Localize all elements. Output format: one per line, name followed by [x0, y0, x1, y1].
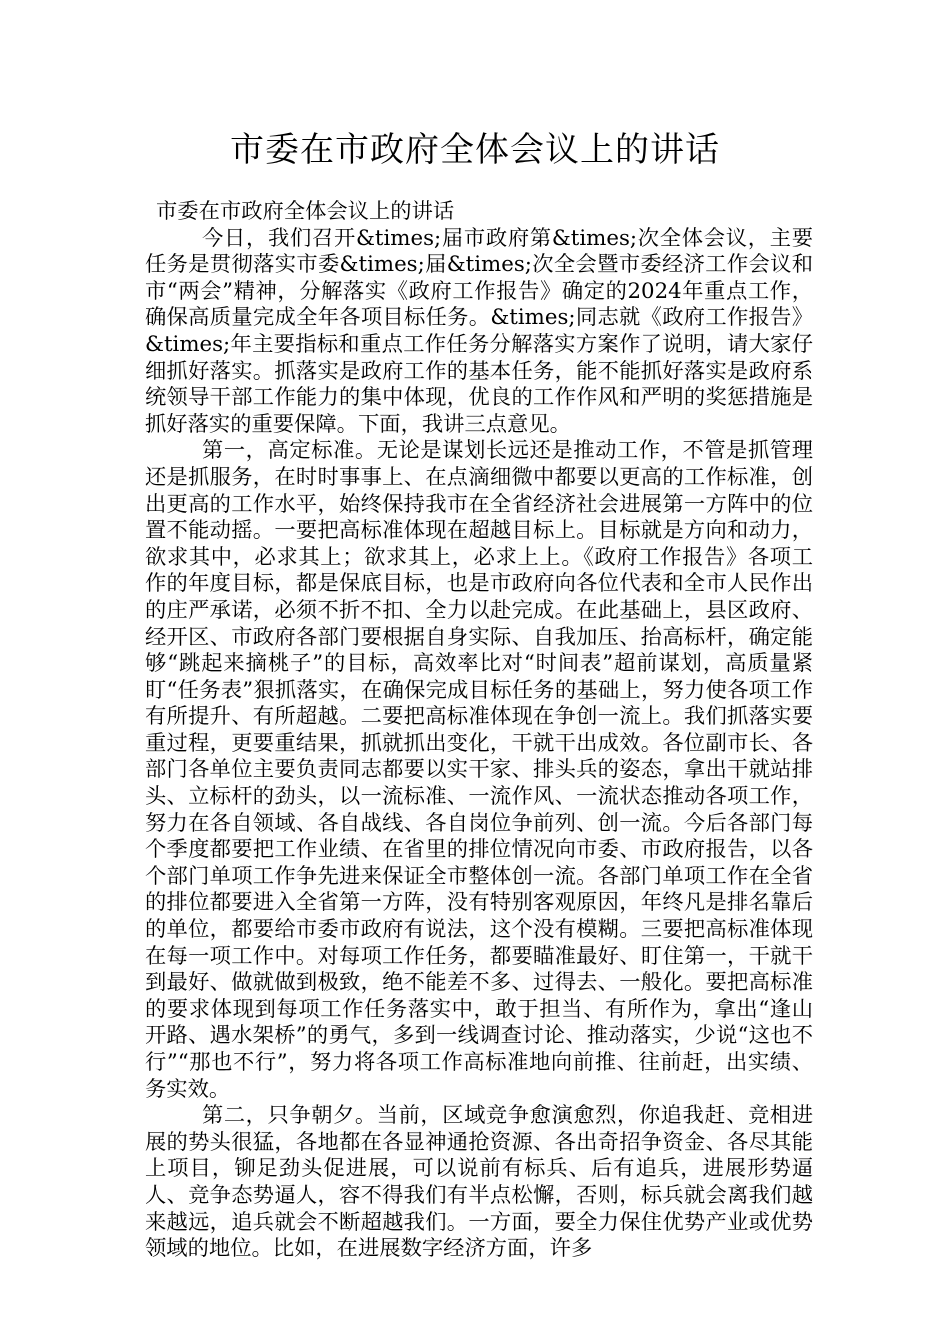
document-body	[145, 199, 813, 1263]
document-subtitle: 市委在市政府全体会议上的讲话	[156, 199, 455, 224]
paragraph-second-point: 第二，只争朝夕。当前，区域竞争愈演愈烈，你追我赶、竞相进展的势头很猛，各地都在各显神通抢资源、各出奇招争资金、各尽其能上项目，铆足劲头促进展，可以说前有标兵、后有追兵，进展形势逼人、竞争态势逼人，容不得我们有半点松懈，否则，标兵就会离我们越来越远，追兵就会不断超越我们。一方面，要全力保住优势产业或优势领域的地位。比如，在进展数字经济方面，许多	[145, 1103, 813, 1262]
paragraph-first-point: 第一，高定标准。无论是谋划长远还是推动工作，不管是抓管理还是抓服务，在时时事事上、在点滴细微中都要以更高的工作标准，创出更高的工作水平，始终保持我市在全省经济社会进展第一方阵中的位置不能动摇。一要把高标准体现在超越目标上。目标就是方向和动力，欲求其中，必求其上；欲求其上，必求上上。《政府工作报告》各项工作的年度目标，都是保底目标，也是市政府向各位代表和全市人民作出的庄严承诺，必须不折不扣、全力以赴完成。在此基础上，县区政府、经开区、市政府各部门要根据自身实际、自我加压、抬高标杆，确定能够“跳起来摘桃子”的目标，高效率比对“时间表”超前谋划，高质量紧盯“任务表”狠抓落实，在确保完成目标任务的基础上，努力使各项工作有所提升、有所超越。二要把高标准体现在争创一流上。我们抓落实要重过程，更要重结果，抓就抓出变化，干就干出成效。各位副市长、各部门各单位主要负责同志都要以实干家、排头兵的姿态，拿出干就站排头、立标杆的劲头，以一流标准、一流作风、一流状态推动各项工作，努力在各自领域、各自战线、各自岗位争前列、创一流。今后各部门每个季度都要把工作业绩、在省里的排位情况向市委、市政府报告，以各个部门单项工作争先进来保证全市整体创一流。各部门单项工作在全省的排位都要进入全省第一方阵，没有特别客观原因，年终凡是排名靠后的单位，都要给市委市政府有说法，这个没有模糊。三要把高标准体现在每一项工作中。对每项工作任务，都要瞄准最好、盯住第一，干就干到最好、做就做到极致，绝不能差不多、过得去、一般化。要把高标准的要求体现到每项工作任务落实中，敢于担当、有所作为，拿出“逢山开路、遇水架桥”的勇气，多到一线调查讨论、推动落实，少说“这也不行”“那也不行”，努力将各项工作高标准地向前推、往前赶，出实绩、务实效。	[145, 438, 813, 1102]
document-title: 市委在市政府全体会议上的讲话	[230, 130, 720, 170]
paragraph-intro: 今日，我们召开&times;届市政府第&times;次全体会议，主要任务是贯彻落实市委&times;届&times;次全会暨市委经济工作会议和市“两会”精神，分解落实《政府工作报告》确定的2024年重点工作，确保高质量完成全年各项目标任务。&times;同志就《政府工作报告》&times;年主要指标和重点工作任务分解落实方案作了说明，请大家仔细抓好落实。抓落实是政府工作的基本任务，能不能抓好落实是政府系统领导干部工作能力的集中体现，优良的工作作风和严明的奖惩措施是抓好落实的重要保障。下面，我讲三点意见。	[145, 225, 813, 437]
